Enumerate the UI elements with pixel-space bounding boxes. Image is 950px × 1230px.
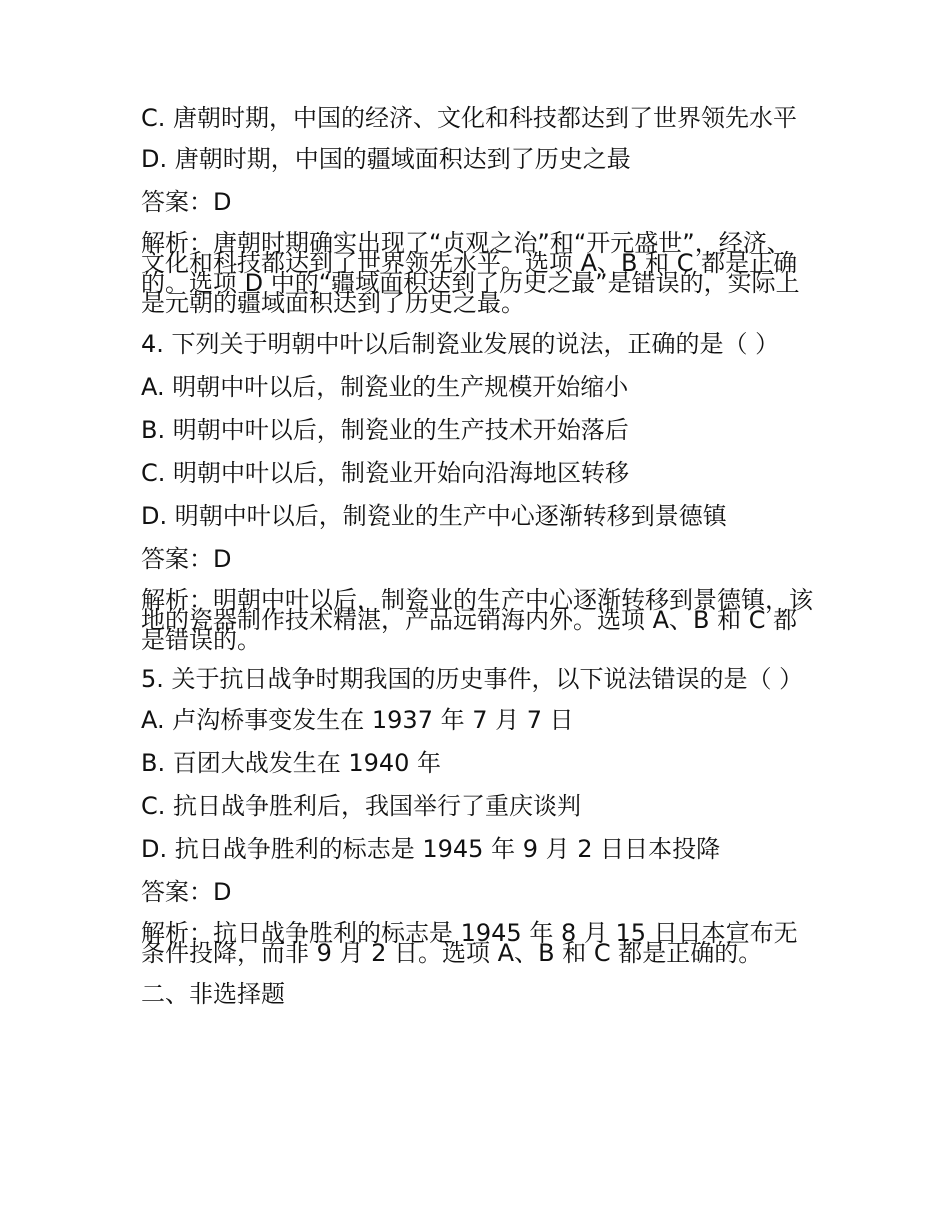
q5-answer: 答案：D xyxy=(141,878,232,906)
q5-question: 5. 关于抗日战争时期我国的历史事件，以下说法错误的是（ ） xyxy=(141,665,804,693)
q4-question: 4. 下列关于明朝中叶以后制瓷业发展的说法，正确的是（ ） xyxy=(141,330,780,358)
q5-option-c: C. 抗日战争胜利后，我国举行了重庆谈判 xyxy=(141,792,582,820)
q3-answer: 答案：D xyxy=(141,188,232,216)
q5-option-a: A. 卢沟桥事变发生在 1937 年 7 月 7 日 xyxy=(141,706,574,734)
q4-option-d: D. 明朝中叶以后，制瓷业的生产中心逐渐转移到景德镇 xyxy=(141,502,727,530)
q3-option-d: D. 唐朝时期，中国的疆域面积达到了历史之最 xyxy=(141,145,631,173)
section-heading: 二、非选择题 xyxy=(141,980,285,1008)
q5-option-b: B. 百团大战发生在 1940 年 xyxy=(141,749,442,777)
q3-analysis: 解析：唐朝时期确实出现了“贞观之治”和“开元盛世”，经济、文化和科技都达到了世界领先水平。选项 A、B 和 C 都是正确的。选项 D 中的“疆域面积达到了历史之最”是错误的，实际上是元朝的疆域面积达到了历史之最。 xyxy=(141,229,800,317)
q4-option-b: B. 明朝中叶以后，制瓷业的生产技术开始落后 xyxy=(141,416,629,444)
q4-option-c: C. 明朝中叶以后，制瓷业开始向沿海地区转移 xyxy=(141,459,630,487)
q3-option-c: C. 唐朝时期，中国的经济、文化和科技都达到了世界领先水平 xyxy=(141,104,798,132)
q5-option-d: D. 抗日战争胜利的标志是 1945 年 9 月 2 日日本投降 xyxy=(141,835,721,863)
q4-analysis: 解析：明朝中叶以后，制瓷业的生产中心逐渐转移到景德镇，该地的瓷器制作技术精湛，产品远销海内外。选项 A、B 和 C 都是错误的。 xyxy=(141,586,813,654)
document-body xyxy=(141,104,813,1025)
q5-analysis: 解析：抗日战争胜利的标志是 1945 年 8 月 15 日日本宣布无条件投降，而非 9 月 2 日。选项 A、B 和 C 都是正确的。 xyxy=(141,919,798,967)
q4-answer: 答案：D xyxy=(141,545,232,573)
q4-option-a: A. 明朝中叶以后，制瓷业的生产规模开始缩小 xyxy=(141,373,629,401)
